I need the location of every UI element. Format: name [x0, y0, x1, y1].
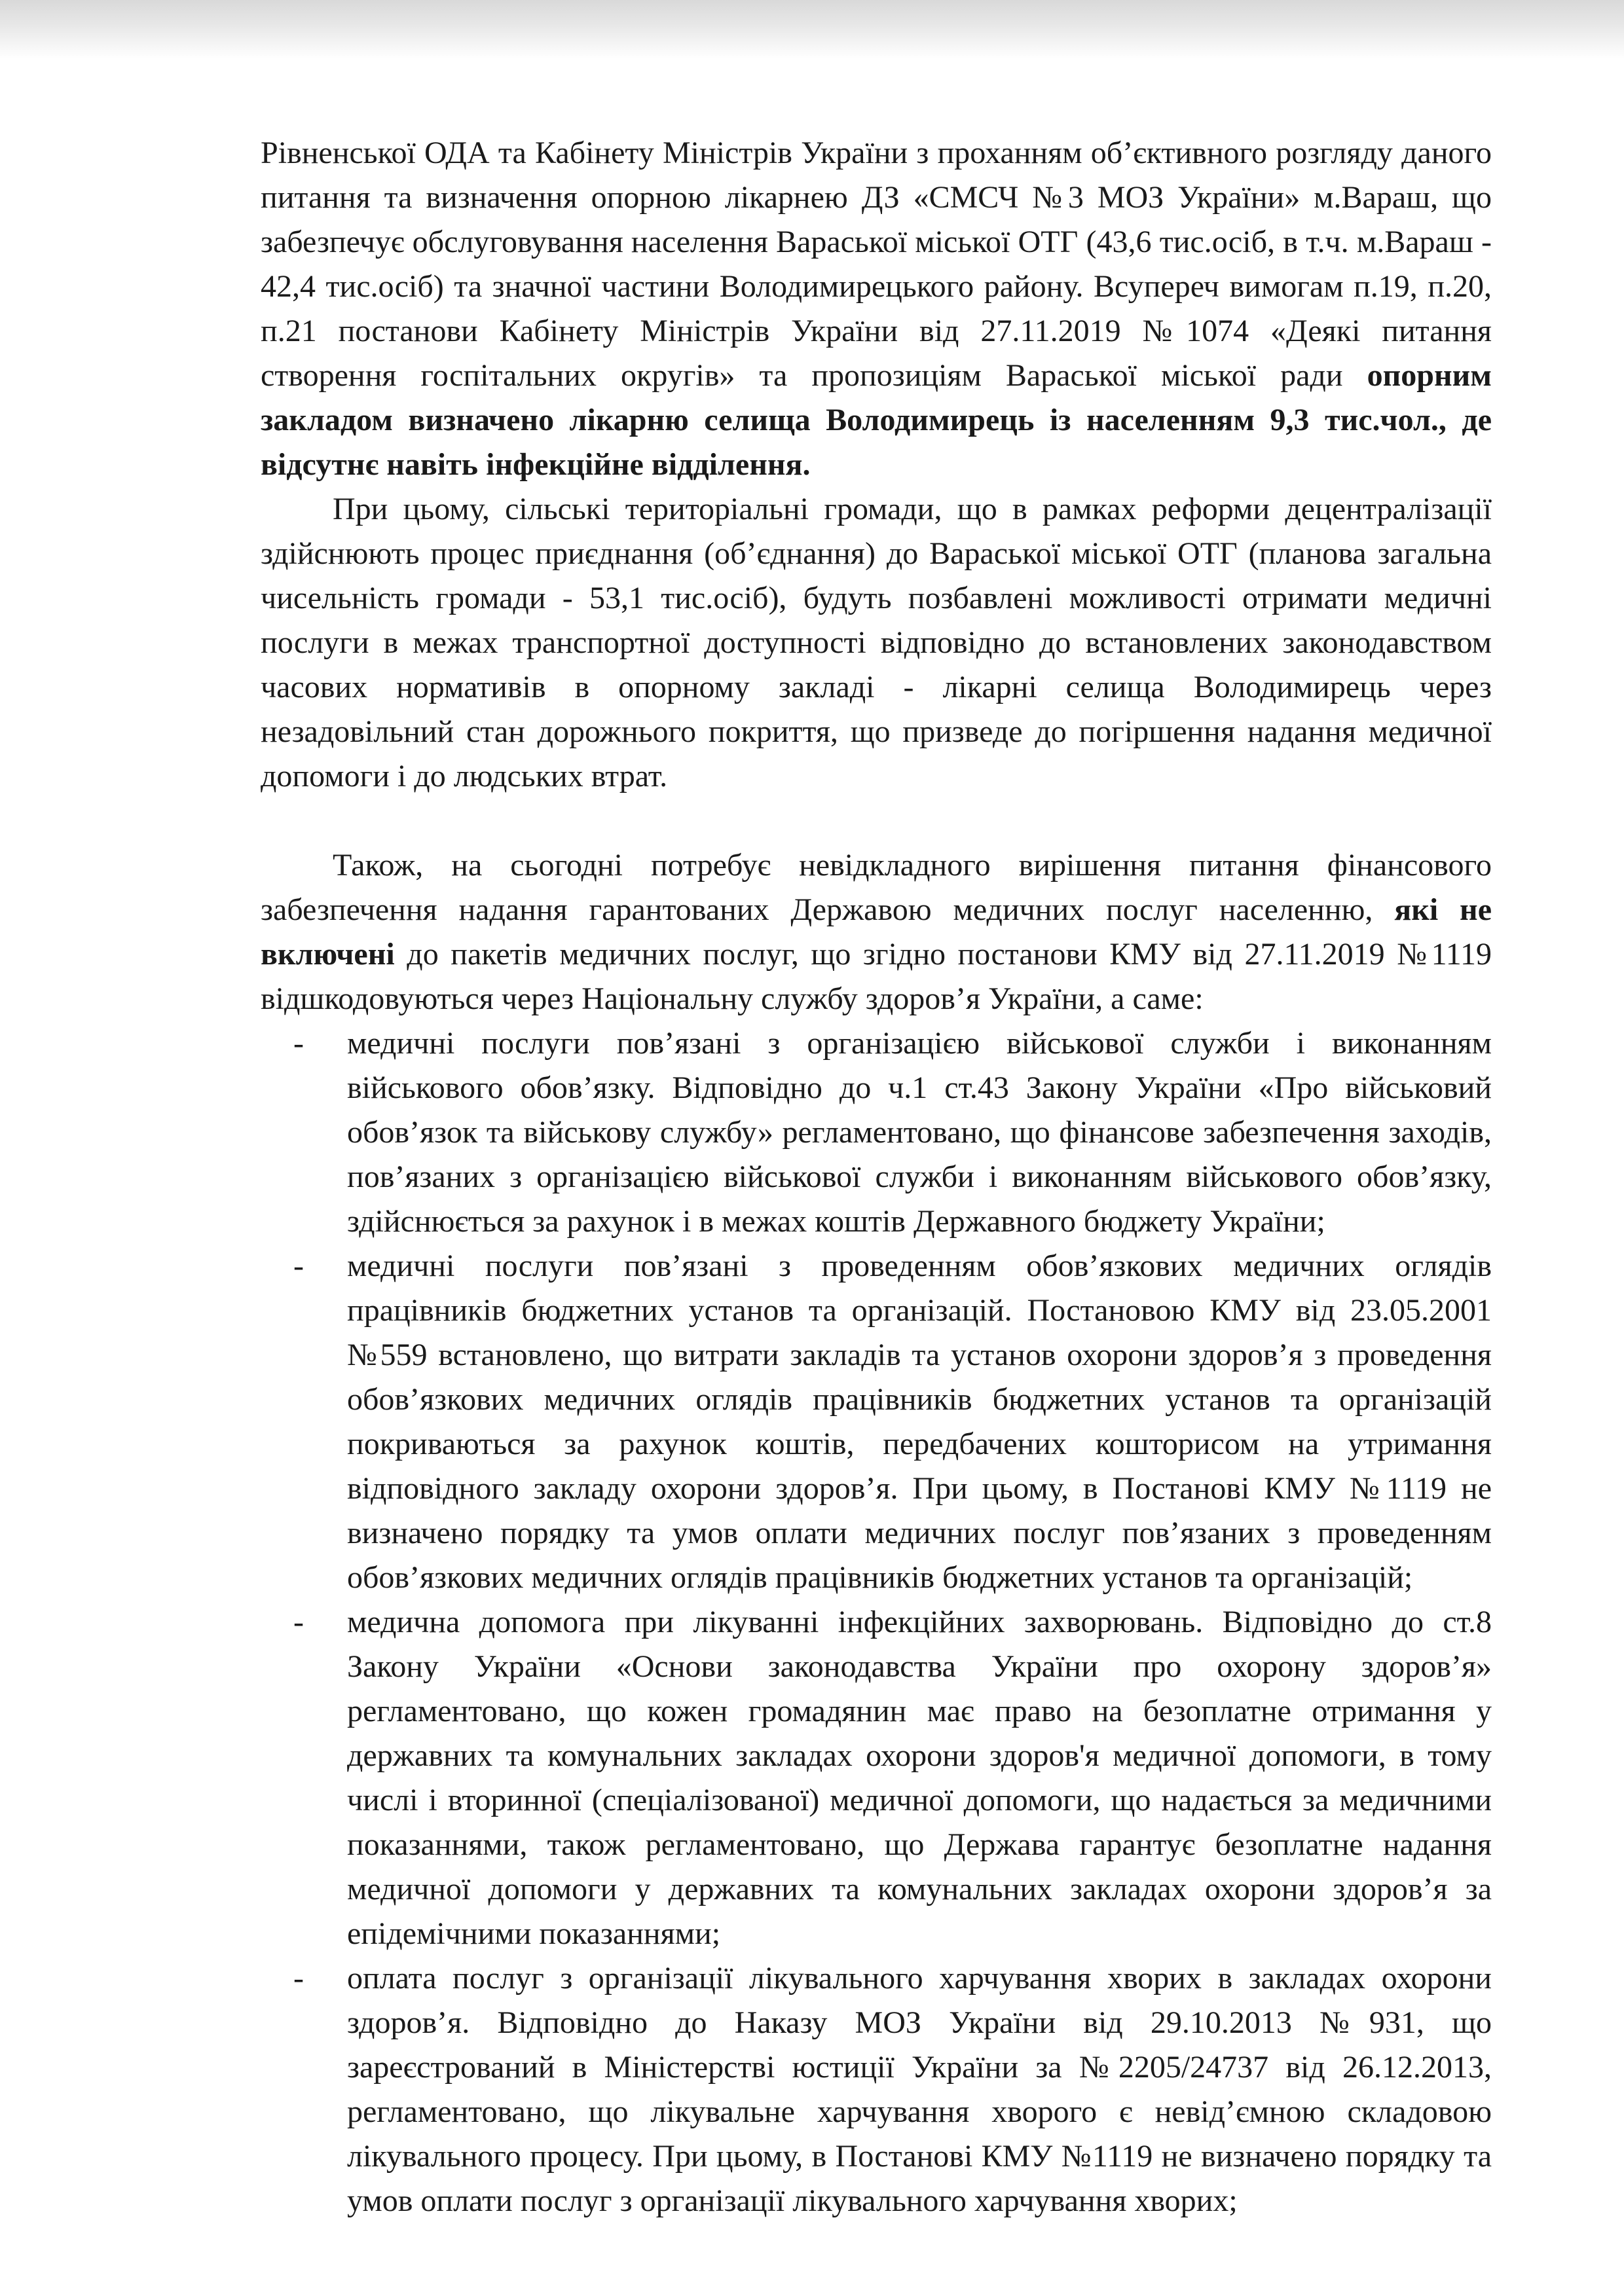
- list-dash-marker: -: [293, 1248, 304, 1283]
- list-item-text: медичні послуги пов’язані з проведенням обов’язкових медичних оглядів працівників бюджетних установ та організацій. Постановою КМУ від 23.05.2001 №559 встановлено, що витрати закладів та установ охорони здоров’я з проведення обов’язкових медичних оглядів працівників бюджетних установ та організацій покриваються за рахунок коштів, передбачених кошторисом на утримання відповідного закладу охорони здоров’я. При цьому, в Постанові КМУ №1119 не визначено порядку та умов оплати медичних послуг пов’язаних з проведенням обов’язкових медичних оглядів працівників бюджетних установ та організацій;: [347, 1248, 1492, 1595]
- document-page: [261, 131, 1492, 2223]
- list-item: [261, 1600, 1492, 1956]
- paragraph-financing-bold: які не включені: [261, 892, 1492, 972]
- paragraph-appeal: [261, 131, 1492, 487]
- list-dash-marker: -: [293, 1026, 304, 1061]
- list-item: [261, 1956, 1492, 2223]
- list-item-text: медичні послуги пов’язані з організацією військової служби і виконанням військового обов’язку. Відповідно до ч.1 ст.43 Закону України «Про військовий обов’язок та військову службу» регламентовано, що фінансове забезпечення заходів, пов’язаних з організацією військової служби і виконанням військового обов’язку, здійснюється за рахунок і в межах коштів Державного бюджету України;: [347, 1026, 1492, 1239]
- list-dash-marker: -: [293, 1961, 304, 1995]
- paragraph-financing: [261, 843, 1492, 1021]
- paragraph-appeal-text: Рівненської ОДА та Кабінету Міністрів України з проханням об’єктивного розгляду даного питання та визначення опорною лікарнею ДЗ «СМСЧ №3 МОЗ України» м.Вараш, що забезпечує обслуговування населення Вараської міської ОТГ (43,6 тис.осіб, в т.ч. м.Вараш - 42,4 тис.осіб) та значної частини Володимирецького району. Всупереч вимогам п.19, п.20, п.21 постанови Кабінету Міністрів України від 27.11.2019 №1074 «Деякі питання створення госпітальних округів» та пропозиціям Вараської міської ради: [261, 136, 1492, 393]
- paragraph-financing-text: Також, на сьогодні потребує невідкладного вирішення питання фінансового забезпечення надання гарантованих Державою медичних послуг населенню,: [261, 848, 1492, 927]
- list-item-text: медична допомога при лікуванні інфекційних захворювань. Відповідно до ст.8 Закону України «Основи законодавства України про охорону здоров’я» регламентовано, що кожен громадянин має право на безоплатне отримання у державних та комунальних закладах охорони здоров'я медичної допомоги, в тому числі і вторинної (спеціалізованої) медичної допомоги, що надається за медичними показаннями, також регламентовано, що Держава гарантує безоплатне надання медичної допомоги у державних та комунальних закладах охорони здоров’я за епідемічними показаннями;: [347, 1605, 1492, 1951]
- list-item: [261, 1244, 1492, 1600]
- services-list: [261, 1021, 1492, 2223]
- paragraph-financing-tail: до пакетів медичних послуг, що згідно постанови КМУ від 27.11.2019 №1119 відшкодовуються через Національну службу здоров’я України, а саме:: [261, 937, 1492, 1016]
- paragraph-appeal-bold: опорним закладом визначено лікарню селища Володимирець із населенням 9,3 тис.чол., де відсутнє навіть інфекційне відділення: [261, 358, 1492, 482]
- list-item-text: оплата послуг з організації лікувального харчування хворих в закладах охорони здоров’я. Відповідно до Наказу МОЗ України від 29.10.2013 №931, що зареєстрований в Міністерстві юстиції України за №2205/24737 від 26.12.2013, регламентовано, що лікувальне харчування хворого є невід’ємною складовою лікувального процесу. При цьому, в Постанові КМУ №1119 не визначено порядку та умов оплати послуг з організації лікувального харчування хворих;: [347, 1961, 1492, 2218]
- list-dash-marker: -: [293, 1605, 304, 1639]
- paragraph-communities: При цьому, сільські територіальні громади, що в рамках реформи децентралізації здійснюють процес приєднання (об’єднання) до Вараської міської ОТГ (планова загальна чисельність громади - 53,1 тис.осіб), будуть позбавлені можливості отримати медичні послуги в межах транспортної доступності відповідно до встановлених законодавством часових нормативів в опорному закладі - лікарні селища Володимирець через незадовільний стан дорожнього покриття, що призведе до погіршення надання медичної допомоги і до людських втрат.: [261, 492, 1492, 793]
- list-item: [261, 1021, 1492, 1244]
- scan-edge-shadow: [0, 0, 1624, 59]
- paragraph-appeal-end: .: [802, 447, 811, 482]
